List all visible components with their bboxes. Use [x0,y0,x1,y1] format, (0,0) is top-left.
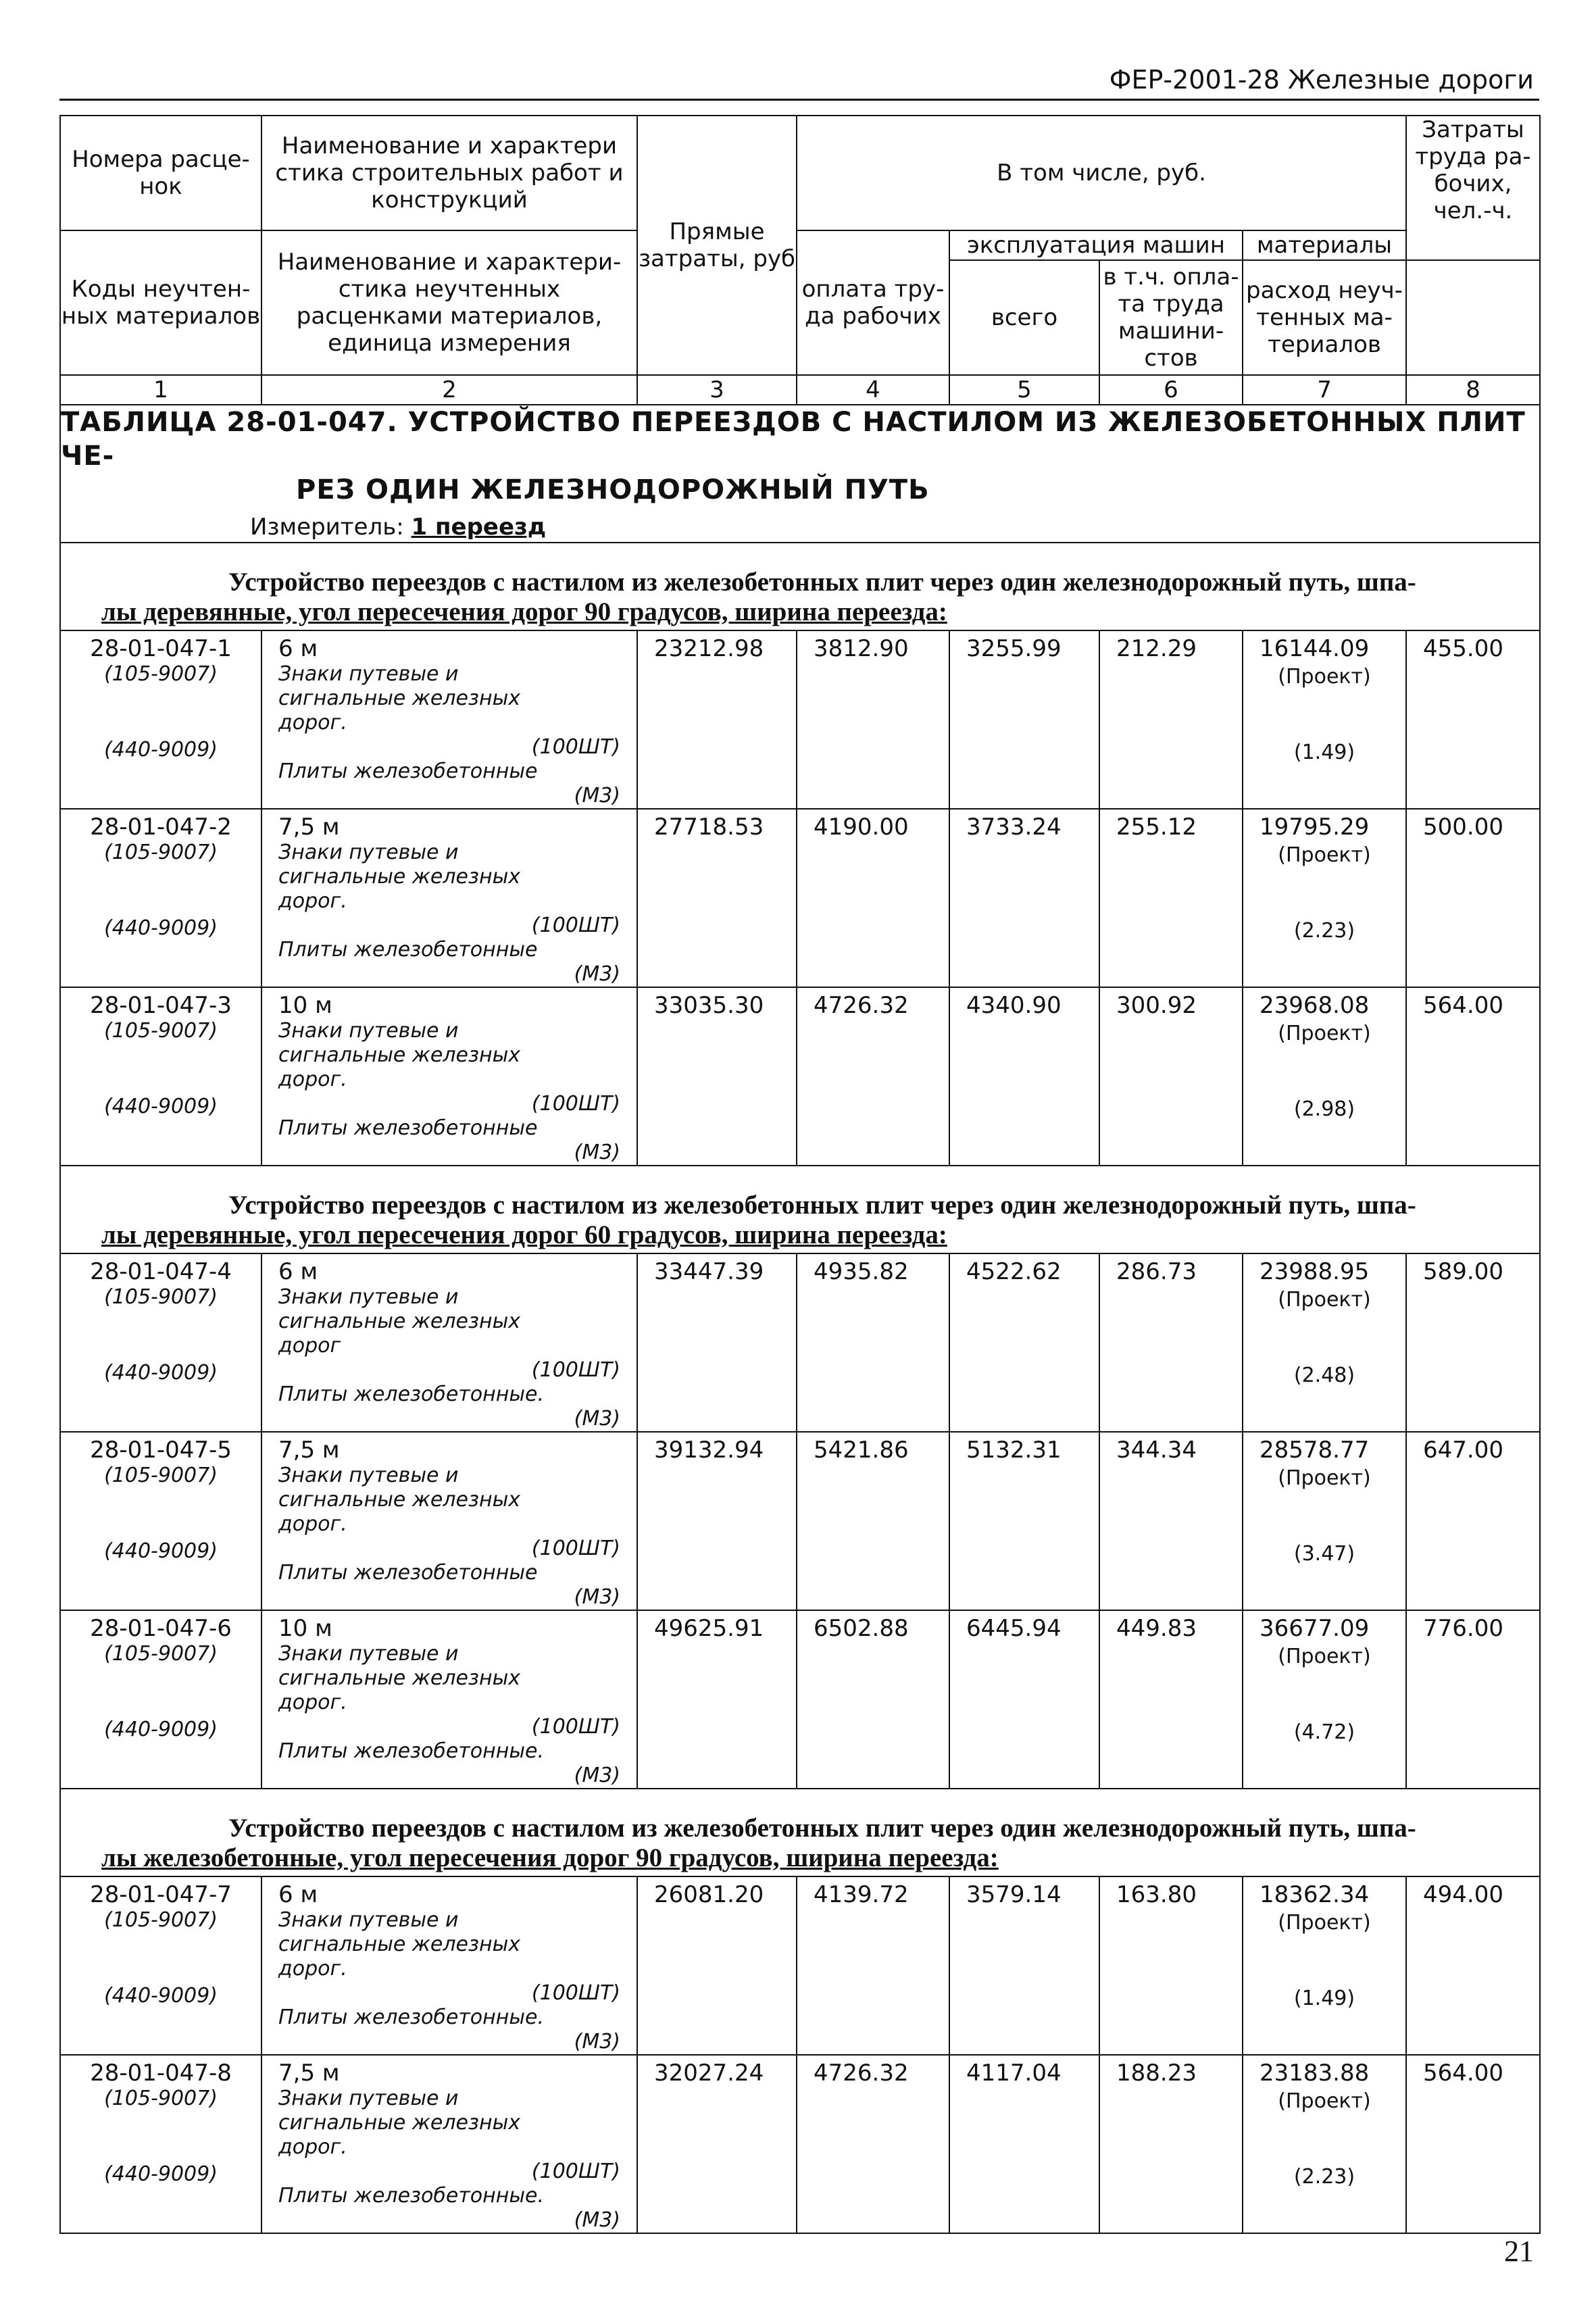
material-code: (105-9007) [104,1908,218,1932]
measure-label: Измеритель: [250,514,404,541]
material-unit: (М3) [574,1585,620,1609]
material-unit: (100ШТ) [531,1981,620,2005]
material-quantity: (Проект) [1278,2089,1371,2113]
materials-cell [1243,1253,1406,1432]
table-row [60,630,1540,809]
material-name: Знаки путевые и сигнальные железных дорог. [278,2087,521,2159]
materials-cell [1243,1432,1406,1610]
rate-code: 28-01-047-7 [90,1881,232,1908]
material-unit: (100ШТ) [531,2160,620,2183]
work-name: 6 м [278,1881,318,1908]
material-quantity: (Проект) [1278,1466,1371,1490]
materials-cost: 23988.95 [1260,1258,1370,1285]
col1-header-bottom: Коды неучтен-ных материалов [60,230,261,375]
machine-cost-cell [949,2055,1099,2233]
materials-cost: 18362.34 [1260,1881,1370,1908]
machine-cost: 4117.04 [966,2060,1062,2087]
labor-hours-cell [1406,1253,1540,1432]
column-number: 6 [1099,375,1243,405]
table-row [60,1876,1540,2055]
material-quantity: (Проект) [1278,1645,1371,1668]
material-name: Знаки путевые и сигнальные железных дорог. [278,1908,521,1981]
running-header: ФЕР-2001-28 Железные дороги [1109,65,1534,95]
labor-cost-cell [797,1253,949,1432]
machinist-labor-cost: 286.73 [1116,1258,1197,1285]
materials-cell [1243,809,1406,987]
rate-code-cell [60,987,261,1166]
direct-cost: 33035.30 [654,992,764,1019]
material-name: Плиты железобетонные. [278,2006,545,2029]
section-heading [60,1166,1540,1253]
column-number: 3 [637,375,797,405]
materials-cost: 23183.88 [1260,2060,1370,2087]
measure-line [61,512,1539,542]
material-quantity: (1.49) [1293,741,1355,764]
machine-cost-cell [949,1253,1099,1432]
rate-code: 28-01-047-8 [90,2060,232,2087]
work-name-cell [261,1610,637,1789]
materials-cost: 16144.09 [1260,635,1370,662]
material-unit: (100ШТ) [531,1358,620,1382]
labor-cost-cell [797,1610,949,1789]
table-row [60,987,1540,1166]
material-unit: (М3) [574,1764,620,1787]
machinist-labor-cost: 449.83 [1116,1615,1197,1642]
section-heading-text [61,1166,1539,1253]
material-quantity: (2.23) [1293,2165,1355,2189]
direct-cost: 32027.24 [654,2060,764,2087]
labor-cost: 5421.86 [814,1437,909,1464]
work-name-cell [261,630,637,809]
material-unit: (М3) [574,784,620,807]
material-name: Знаки путевые и сигнальные железных дорог. [278,841,521,913]
machine-cost-cell [949,987,1099,1166]
machine-cost-cell [949,1610,1099,1789]
machine-cost: 6445.94 [966,1615,1062,1642]
labor-cost-cell [797,1876,949,2055]
section-line1: Устройство переездов с настилом из железобетонных плит через один железнодорожный путь, шпа- [228,1191,1416,1220]
material-code: (440-9009) [104,738,218,762]
rate-code: 28-01-047-1 [90,635,232,662]
material-quantity: (Проект) [1278,1288,1371,1312]
material-code: (105-9007) [104,662,218,686]
rate-code-cell [60,1876,261,2055]
labor-hours: 455.00 [1423,635,1503,662]
material-name: Знаки путевые и сигнальные железных дорог. [278,1642,521,1714]
labor-hours: 494.00 [1423,1881,1503,1908]
column-number: 2 [261,375,637,405]
materials-cell [1243,2055,1406,2233]
material-code: (105-9007) [104,1019,218,1043]
machine-cost-cell [949,630,1099,809]
machine-cost: 5132.31 [966,1437,1062,1464]
work-name: 7,5 м [278,1437,340,1464]
section-heading [60,543,1540,630]
work-name: 10 м [278,992,332,1019]
material-quantity: (3.47) [1293,1542,1355,1566]
labor-hours-cell [1406,987,1540,1166]
material-unit: (100ШТ) [531,735,620,759]
col2-header-bottom: Наименование и характери-стика неучтенных расценками материалов, единица измерения [261,230,637,375]
rate-code: 28-01-047-4 [90,1258,232,1285]
materials-cost: 28578.77 [1260,1437,1370,1464]
section-line1: Устройство переездов с настилом из железобетонных плит через один железнодорожный путь, шпа- [228,1814,1416,1843]
direct-cost: 39132.94 [654,1437,764,1464]
machinist-labor-cost-cell [1099,1253,1243,1432]
machine-cost-cell [949,1876,1099,2055]
rate-code: 28-01-047-5 [90,1437,232,1464]
direct-cost-cell [637,987,797,1166]
column-number: 8 [1406,375,1540,405]
material-quantity: (4.72) [1293,1720,1355,1744]
machinist-labor-cost: 300.92 [1116,992,1197,1019]
material-name: Знаки путевые и сигнальные железных дорог [278,1285,521,1358]
labor-hours-cell [1406,630,1540,809]
direct-cost-cell [637,1610,797,1789]
column-number: 4 [797,375,949,405]
col5-header: всего [949,260,1099,375]
table-row [60,809,1540,987]
labor-hours-cell [1406,1876,1540,2055]
machinist-labor-cost: 212.29 [1116,635,1197,662]
labor-cost-cell [797,630,949,809]
section-heading [60,1789,1540,1876]
materials-cost: 23968.08 [1260,992,1370,1019]
rate-code: 28-01-047-2 [90,814,232,841]
table-heading [60,405,1540,543]
section-line2: лы железобетонные, угол пересечения дорог 90 градусов, ширина переезда: [101,1843,999,1872]
header-rule [59,99,1539,101]
col7-header: расход неуч-тенных ма-териалов [1243,260,1406,375]
materials-cell [1243,630,1406,809]
labor-cost-cell [797,809,949,987]
machinist-labor-cost-cell [1099,809,1243,987]
materials-cell [1243,1610,1406,1789]
material-quantity: (1.49) [1293,1987,1355,2010]
rate-code-cell [60,809,261,987]
material-quantity: (Проект) [1278,1911,1371,1935]
machinist-labor-cost: 163.80 [1116,1881,1197,1908]
table-row [60,2055,1540,2233]
material-name: Плиты железобетонные [278,760,538,783]
machinist-labor-cost-cell [1099,1610,1243,1789]
labor-hours: 564.00 [1423,992,1503,1019]
column-number: 5 [949,375,1099,405]
column-number: 7 [1243,375,1406,405]
labor-cost-cell [797,1432,949,1610]
material-code: (105-9007) [104,2087,218,2110]
material-name: Знаки путевые и сигнальные железных дорог. [278,1019,521,1091]
work-name-cell [261,1876,637,2055]
machine-cost: 4340.90 [966,992,1062,1019]
machine-cost-cell [949,809,1099,987]
work-name-cell [261,1253,637,1432]
rate-code-cell [60,2055,261,2233]
table-row [60,1432,1540,1610]
machinist-labor-cost-cell [1099,1876,1243,2055]
column-number: 1 [60,375,261,405]
direct-cost-cell [637,2055,797,2233]
labor-hours-cell [1406,809,1540,987]
work-name: 6 м [278,635,318,662]
material-quantity: (2.48) [1293,1364,1355,1387]
labor-hours-cell [1406,1610,1540,1789]
material-name: Плиты железобетонные [278,1116,538,1140]
table-row [60,1610,1540,1789]
material-quantity: (2.23) [1293,919,1355,943]
machinist-labor-cost-cell [1099,630,1243,809]
col4-header: оплата тру-да рабочих [797,230,949,375]
material-unit: (М3) [574,1141,620,1164]
labor-cost: 4726.32 [814,992,909,1019]
direct-cost-cell [637,1253,797,1432]
labor-hours-cell [1406,2055,1540,2233]
direct-cost: 33447.39 [654,1258,764,1285]
col8-header-blank [1406,260,1540,375]
measure-value: 1 переезд [411,514,547,541]
direct-cost: 26081.20 [654,1881,764,1908]
machine-cost: 3733.24 [966,814,1062,841]
col8-header: Затраты труда ра-бочих, чел.-ч. [1406,116,1540,260]
material-name: Знаки путевые и сигнальные железных дорог. [278,662,521,735]
group-header: В том числе, руб. [797,116,1406,230]
col6-header: в т.ч. опла-та труда машини-стов [1099,260,1243,375]
material-code: (440-9009) [104,1361,218,1385]
material-code: (440-9009) [104,1539,218,1563]
material-quantity: (2.98) [1293,1097,1355,1121]
rate-code: 28-01-047-6 [90,1615,232,1642]
labor-cost: 6502.88 [814,1615,909,1642]
direct-cost-cell [637,1432,797,1610]
work-name-cell [261,1432,637,1610]
labor-hours: 589.00 [1423,1258,1503,1285]
section-heading-text [61,543,1539,630]
material-name: Знаки путевые и сигнальные железных дорог. [278,1464,521,1536]
material-code: (105-9007) [104,841,218,864]
rate-code-cell [60,1253,261,1432]
work-name-cell [261,809,637,987]
machine-cost: 3579.14 [966,1881,1062,1908]
direct-cost-cell [637,630,797,809]
material-unit: (М3) [574,1407,620,1430]
material-unit: (М3) [574,2030,620,2053]
material-code: (440-9009) [104,2162,218,2186]
machine-cost: 3255.99 [966,635,1062,662]
machine-cost: 4522.62 [966,1258,1062,1285]
section-line2: лы деревянные, угол пересечения дорог 60 градусов, ширина переезда: [101,1220,947,1249]
machines-header: эксплуатация машин [949,230,1243,260]
rate-code: 28-01-047-3 [90,992,232,1019]
labor-cost-cell [797,2055,949,2233]
material-unit: (100ШТ) [531,1537,620,1560]
col2-header-top: Наименование и характери стика строительных работ и конструкций [261,116,637,230]
work-name: 10 м [278,1615,332,1642]
material-quantity: (Проект) [1278,1022,1371,1045]
labor-hours: 500.00 [1423,814,1503,841]
work-name-cell [261,2055,637,2233]
material-quantity: (Проект) [1278,665,1371,689]
table-title-line2: РЕЗ ОДИН ЖЕЛЕЗНОДОРОЖНЫЙ ПУТЬ [296,474,930,505]
labor-hours: 647.00 [1423,1437,1503,1464]
labor-hours: 776.00 [1423,1615,1503,1642]
labor-cost: 4935.82 [814,1258,909,1285]
material-name: Плиты железобетонные. [278,1739,545,1763]
section-line1: Устройство переездов с настилом из железобетонных плит через один железнодорожный путь, шпа- [228,568,1416,597]
labor-cost: 4726.32 [814,2060,909,2087]
work-name: 6 м [278,1258,318,1285]
direct-cost: 23212.98 [654,635,764,662]
rate-code-cell [60,630,261,809]
material-unit: (100ШТ) [531,914,620,937]
section-line2: лы деревянные, угол пересечения дорог 90 градусов, ширина переезда: [101,597,947,626]
labor-cost: 4190.00 [814,814,909,841]
machine-cost-cell [949,1432,1099,1610]
materials-header: материалы [1243,230,1406,260]
labor-hours-cell [1406,1432,1540,1610]
material-name: Плиты железобетонные [278,938,538,962]
table-row [60,1253,1540,1432]
direct-cost: 49625.91 [654,1615,764,1642]
labor-cost: 3812.90 [814,635,909,662]
rate-code-cell [60,1432,261,1610]
section-heading-text [61,1789,1539,1876]
material-name: Плиты железобетонные [278,1561,538,1585]
material-unit: (100ШТ) [531,1092,620,1116]
col3-header: Прямые затраты, руб [637,116,797,375]
rate-code-cell [60,1610,261,1789]
direct-cost-cell [637,1876,797,2055]
machinist-labor-cost: 188.23 [1116,2060,1197,2087]
labor-hours: 564.00 [1423,2060,1503,2087]
materials-cell [1243,987,1406,1166]
table-title-line1: ТАБЛИЦА 28-01-047. УСТРОЙСТВО ПЕРЕЕЗДОВ С НАСТИЛОМ ИЗ ЖЕЛЕЗОБЕТОННЫХ ПЛИТ ЧЕ- [61,407,1526,472]
machinist-labor-cost: 255.12 [1116,814,1197,841]
work-name: 7,5 м [278,814,340,841]
material-unit: (100ШТ) [531,1715,620,1739]
materials-cost: 36677.09 [1260,1615,1370,1642]
material-quantity: (Проект) [1278,843,1371,867]
machinist-labor-cost: 344.34 [1116,1437,1197,1464]
rates-table [59,115,1541,2234]
material-name: Плиты железобетонные. [278,2184,545,2208]
machinist-labor-cost-cell [1099,1432,1243,1610]
material-code: (440-9009) [104,1718,218,1741]
material-code: (440-9009) [104,1095,218,1118]
direct-cost: 27718.53 [654,814,764,841]
material-unit: (М3) [574,2208,620,2232]
labor-cost: 4139.72 [814,1881,909,1908]
machinist-labor-cost-cell [1099,987,1243,1166]
work-name-cell [261,987,637,1166]
page-number: 21 [1504,2235,1534,2268]
material-unit: (М3) [574,962,620,986]
material-code: (440-9009) [104,1984,218,2008]
material-code: (105-9007) [104,1285,218,1309]
direct-cost-cell [637,809,797,987]
material-code: (105-9007) [104,1464,218,1487]
material-code: (105-9007) [104,1642,218,1666]
labor-cost-cell [797,987,949,1166]
material-code: (440-9009) [104,916,218,940]
materials-cell [1243,1876,1406,2055]
work-name: 7,5 м [278,2060,340,2087]
machinist-labor-cost-cell [1099,2055,1243,2233]
materials-cost: 19795.29 [1260,814,1370,841]
col1-header-top: Номера расце-нок [60,116,261,230]
material-name: Плиты железобетонные. [278,1383,545,1406]
